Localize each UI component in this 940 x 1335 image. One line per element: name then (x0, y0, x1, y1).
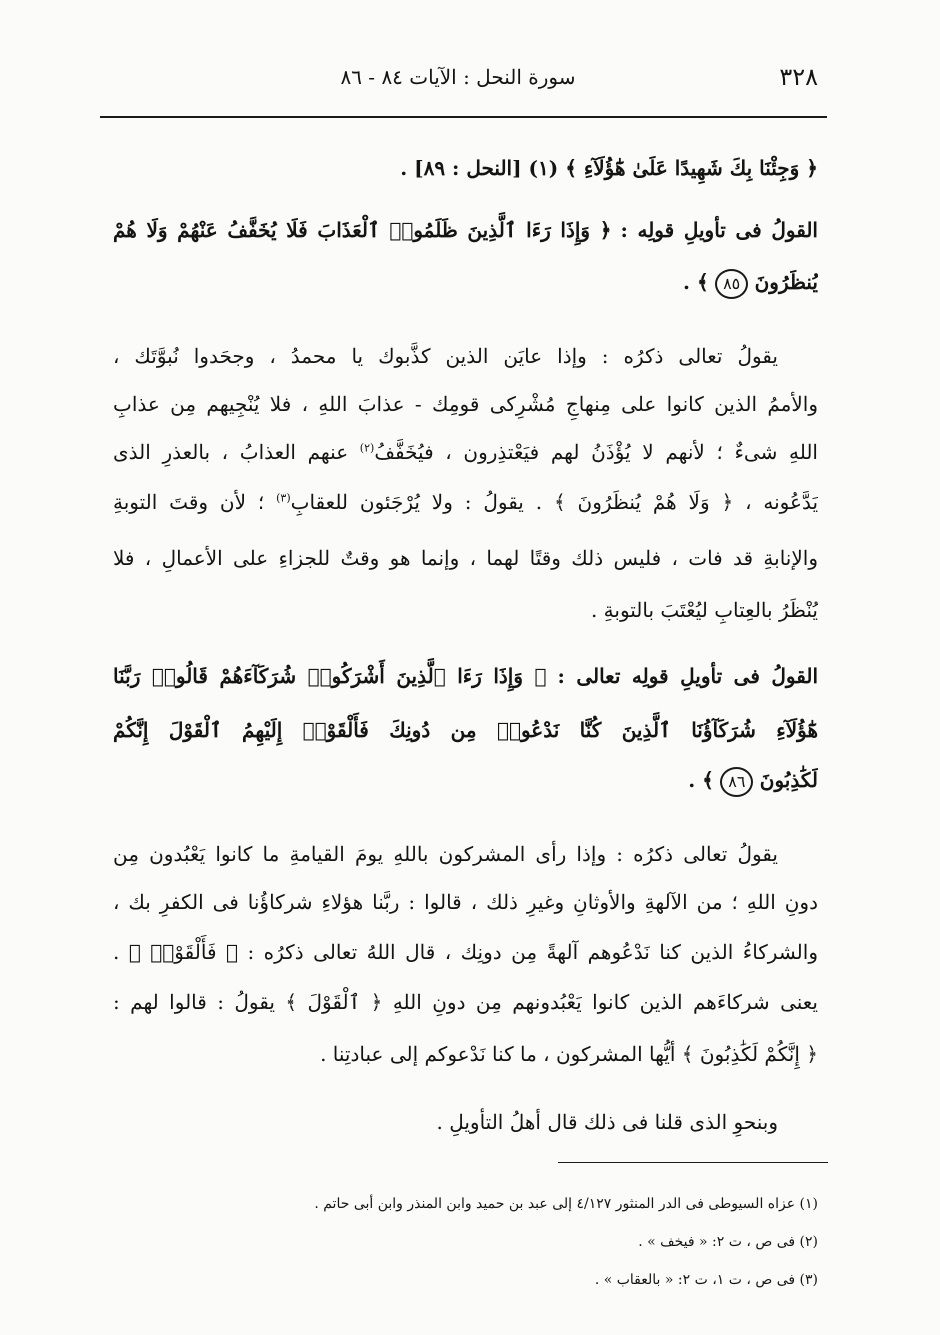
paragraph-line: دونِ اللهِ ؛ من الآلهةِ والأوثانِ وغيرِ ذلك ، قالوا : ربَّنا هؤلاءِ شركاؤُنا فى الكفرِ بك ، (113, 890, 818, 914)
paragraph-line (113, 482, 818, 522)
running-title: سورة النحل : الآيات ٨٤ - ٨٦ (340, 65, 576, 89)
footnote: (١) عزاه السيوطى فى الدر المنثور ٤/١٢٧ إلى عبد بن حميد وابن المنذر وابن أبى حاتم . (314, 1196, 818, 1212)
paragraph-line: والأممُ الذين كانوا على مِنهاجِ مُشْرِكى قومِك - عذابَ اللهِ ، فلا يُنْجِيهم مِن عذابِ (113, 392, 818, 416)
paragraph-text: اللهِ شىءٌ ؛ لأنهم لا يُؤْذَنُ لهم فيَعْتذِرون ، فيُخَفَّفُ (374, 440, 818, 464)
heading-verse-85-cont (113, 262, 818, 302)
paragraph-text: عنهم العذابُ ، بالعذرِ الذى (113, 440, 349, 464)
footnote: (٣) فى ص ، ت ١، ت ٢: « بالعقاب » . (594, 1272, 818, 1288)
verse-quote: ﴿ وَإِذَا رَءَا ٱلَّذِينَ أَشْرَكُوا۟ شُرَكَآءَهُمْ قَالُوا۟ رَبَّنَا (113, 664, 547, 688)
footnote-ref: (٢) (359, 441, 375, 455)
verse-quote-line: هَٰٓؤُلَآءِ شُرَكَآؤُنَا ٱلَّذِينَ كُنَّا نَدْعُوا۟ مِن دُونِكَ فَأَلْقَوْا۟ إِلَيْهِمُ ٱلْقَوْلَ إِنَّكُمْ (113, 718, 818, 742)
paragraph-line: يقولُ تعالى ذكرُه : وإذا عايَن الذين كذَّبوك يا محمدُ ، وجحَدوا نُبوَّتَك ، (113, 344, 778, 368)
quote-line: ﴿ وَجِئْنَا بِكَ شَهِيدًا عَلَىٰ هَٰٓؤُلَآءِ ﴾ (١) [النحل : ٨٩] . (400, 156, 818, 180)
paragraph-line: ﴿ إِنَّكُمْ لَكَٰذِبُونَ ﴾ أيُّها المشركون ، ما كنا نَدْعوكم إلى عبادتِنا . (320, 1042, 818, 1066)
paragraph-line: والإنابةِ قد فات ، فليس ذلك وقتًا لهما ، وإنما هو وقتٌ للجزاءِ على الأعمالِ ، فلا (113, 546, 818, 570)
paragraph-text: ؛ لأن وقتَ التوبةِ (113, 490, 265, 514)
paragraph-line: والشركاءُ الذين كنا نَدْعُوهم آلهةً مِن دونِك ، قال اللهُ تعالى ذكرُه : ﴿ فَأَلْقَوْا۟ ﴾ . (113, 940, 818, 964)
paragraph-line: وبنحوِ الذى قلنا فى ذلك قال أهلُ التأويلِ . (436, 1110, 778, 1134)
footnote-ref: (٣) (276, 491, 291, 505)
verse-quote: يُنظَرُونَ (754, 270, 818, 294)
paragraph-line: يعنى شركاءَهم الذين كانوا يَعْبُدونهم مِن دونِ اللهِ ﴿ ٱلْقَوْلَ ﴾ يقولُ : قالوا لهم : (113, 990, 818, 1014)
heading-label: القولُ فى تأويلِ قولِه تعالى : (557, 664, 818, 688)
heading-verse-86-cont (113, 760, 818, 800)
paragraph-text: يَدَّعُونه ، ﴿ وَلَا هُمْ يُنظَرُونَ ﴾ . يقولُ : ولا يُرْجَئون للعقابِ (290, 490, 818, 514)
header-rule (100, 116, 827, 118)
footnote: (٢) فى ص ، ت ٢: « فيخف » . (638, 1234, 818, 1250)
heading-verse-85 (113, 210, 818, 250)
paragraph-line: يقولُ تعالى ذكرُه : وإذا رأى المشركون باللهِ يومَ القيامةِ ما كانوا يَعْبُدون مِن (113, 842, 778, 866)
verse-quote: ﴿ وَإِذَا رَءَا ٱلَّذِينَ ظَلَمُوا۟ ٱلْعَذَابَ فَلَا يُخَفَّفُ عَنْهُمْ وَلَا هُمْ (113, 218, 612, 242)
heading-label: القولُ فى تأويلِ قولِه : (620, 218, 818, 242)
paragraph-line (113, 432, 818, 472)
verse-quote-end: ﴾ . (683, 270, 709, 294)
verse-quote: لَكَٰذِبُونَ (759, 768, 818, 792)
heading-verse-86 (113, 656, 818, 696)
ayah-number-marker: ٨٥ (715, 269, 748, 299)
paragraph-line: يُنْظَرُ بالعِتابِ ليُعْتَبَ بالتوبةِ . (590, 598, 818, 622)
footnote-separator (558, 1162, 828, 1163)
page-number: ٣٢٨ (779, 63, 818, 91)
verse-quote-end: ﴾ . (688, 768, 714, 792)
ayah-number-marker: ٨٦ (720, 767, 753, 797)
